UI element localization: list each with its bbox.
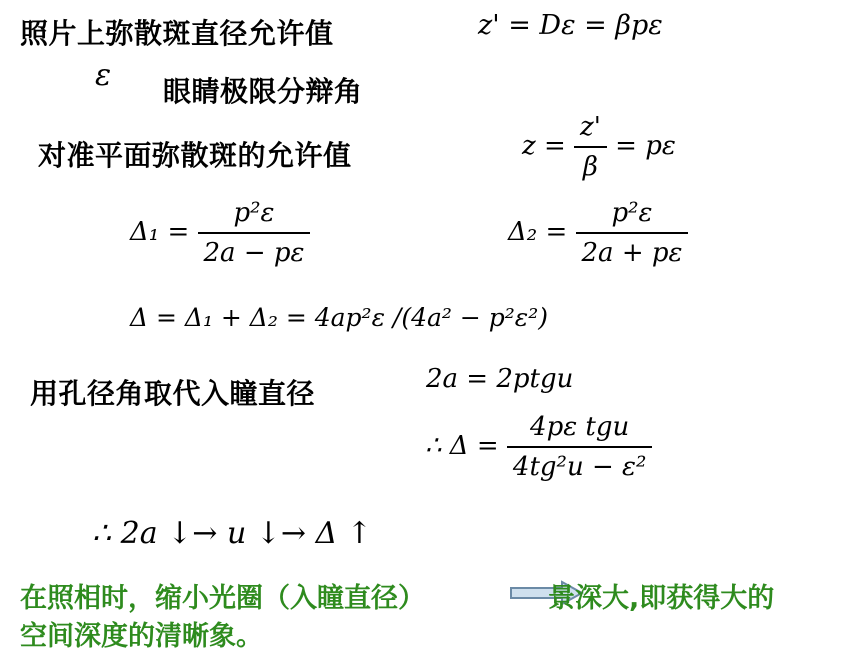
heading-focus-plane-allowance: 对准平面弥散斑的允许值 bbox=[38, 139, 352, 172]
formula-z-prime: z' = Dε = βpε bbox=[478, 10, 663, 41]
delta2-fraction bbox=[576, 198, 689, 268]
delta-final-fraction bbox=[507, 412, 653, 482]
heading-eye-limit-resolution: 眼睛极限分辩角 bbox=[163, 75, 363, 108]
formula-delta2 bbox=[508, 198, 688, 268]
delta1-lhs: Δ₁ = bbox=[130, 217, 190, 247]
conclusion-line-1b: 景深大,即获得大的 bbox=[548, 583, 775, 614]
delta2-denominator: 2a + pε bbox=[576, 232, 689, 268]
delta-final-numerator: 4pε tgu bbox=[530, 412, 630, 442]
formula-z-lhs: z = bbox=[522, 131, 566, 161]
heading-blur-spot-allowance-photo: 照片上弥散斑直径允许值 bbox=[20, 17, 334, 50]
delta2-lhs: Δ₂ = bbox=[508, 217, 568, 247]
formula-2a: 2a = 2ptgu bbox=[426, 364, 574, 394]
formula-delta1 bbox=[130, 198, 310, 268]
formula-delta-sum: Δ = Δ₁ + Δ₂ = 4ap²ε /(4a² − p²ε²) bbox=[130, 303, 548, 332]
formula-conclusion: ∴ 2a ↓→ u ↓→ Δ ↑ bbox=[92, 516, 372, 551]
formula-delta-final bbox=[425, 412, 652, 482]
delta2-numerator: p²ε bbox=[611, 198, 653, 228]
delta-final-denominator: 4tg²u − ε² bbox=[507, 446, 653, 482]
formula-z bbox=[522, 112, 676, 182]
heading-aperture-angle: 用孔径角取代入瞳直径 bbox=[30, 377, 316, 410]
formula-z-denominator: β bbox=[574, 146, 607, 182]
delta1-numerator: p²ε bbox=[233, 198, 275, 228]
formula-z-fraction bbox=[574, 112, 607, 182]
conclusion-line-2: 空间深度的清晰象。 bbox=[20, 621, 263, 652]
delta-final-lhs: ∴ Δ = bbox=[425, 431, 499, 461]
formula-z-numerator: z' bbox=[580, 112, 601, 142]
conclusion-line-1a: 在照相时，缩小光圈（入瞳直径） bbox=[20, 583, 425, 614]
delta1-fraction bbox=[198, 198, 311, 268]
delta1-denominator: 2a − pε bbox=[198, 232, 311, 268]
formula-z-rhs: = pε bbox=[615, 131, 676, 161]
epsilon-symbol: ε bbox=[95, 58, 112, 93]
